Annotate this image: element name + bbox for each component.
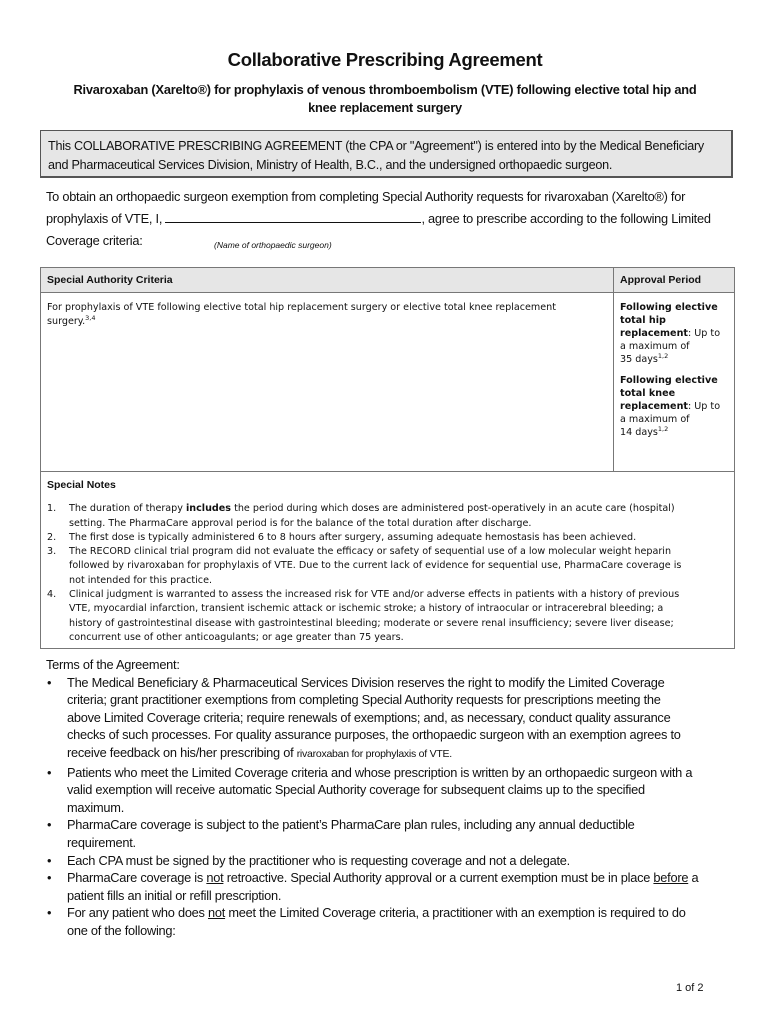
table-header-row [41, 268, 735, 293]
period-bold: total knee [620, 388, 676, 399]
terms-line: above Limited Coverage criteria; require renewals of exemptions; and, as necessary, conduct quality assurance [67, 709, 671, 725]
terms-line: Each CPA must be signed by the practitioner who is requesting coverage and not a delegate. [67, 852, 570, 868]
terms-heading: Terms of the Agreement: [46, 657, 180, 672]
bullet-icon: • [47, 870, 52, 886]
note-item [47, 545, 728, 588]
terms-line: PharmaCare coverage is subject to the patient’s PharmaCare plan rules, including any annual deductible [67, 817, 635, 833]
intro-text: , agree to prescribe according to the following Limited [421, 211, 711, 226]
period-text: 35 days [620, 354, 658, 365]
note-text: The RECORD clinical trial program did not evaluate the efficacy or safety of sequential use of a low molecular weight heparin [69, 546, 672, 558]
note-text: The first dose is typically administered 6 to 8 hours after surgery, assuming adequate hemostasis has been achieved. [69, 531, 637, 543]
note-number: 4. [47, 589, 57, 601]
terms-line [67, 744, 698, 764]
criteria-line [47, 315, 607, 329]
approval-cell [614, 293, 735, 472]
note-text: Clinical judgment is warranted to assess the increased risk for VTE and/or adverse effects in patients with a history of previous [69, 589, 680, 601]
terms-section [46, 656, 698, 940]
period-text: 14 days [620, 427, 658, 438]
intro-box-line: and Pharmaceutical Services Division, Ministry of Health, B.C., and the undersigned orthopaedic surgeon. [48, 158, 613, 172]
agreement-intro-box [40, 130, 733, 178]
subtitle-line: knee replacement surgery [308, 100, 462, 115]
terms-line: valid exemption will receive automatic Special Authority coverage for subsequent claims up to the specified [67, 782, 645, 798]
col-header-criteria: Special Authority Criteria [41, 268, 614, 293]
terms-text: For any patient who does [67, 905, 209, 921]
terms-underlined: not [206, 870, 224, 886]
note-text: followed by rivaroxaban for prophylaxis of VTE. Due to the current lack of evidence for sequential use, PharmaCare coverage is [69, 560, 682, 572]
terms-item [46, 869, 698, 904]
terms-text: receive feedback on his/her prescribing of [67, 744, 297, 760]
special-notes-cell [41, 472, 735, 649]
terms-item [46, 816, 698, 851]
terms-underlined: before [653, 870, 689, 886]
intro-text: prophylaxis of VTE, I, [46, 211, 166, 226]
special-notes-row [41, 472, 735, 649]
terms-underlined: not [208, 905, 226, 921]
terms-line: The Medical Beneficiary & Pharmaceutical Services Division reserves the right to modify the Limited Coverage [67, 674, 665, 690]
note-item [47, 502, 728, 531]
subtitle-line: Rivaroxaban (Xarelto®) for prophylaxis of venous thromboembolism (VTE) following elective total hip and [73, 82, 697, 97]
note-number: 2. [47, 531, 57, 543]
table-row [41, 293, 735, 472]
surgeon-name-field[interactable] [165, 210, 421, 223]
period-bold: replacement [620, 401, 688, 412]
special-notes-list [47, 502, 728, 645]
knee-period [620, 374, 728, 439]
footnote-ref: 1,2 [657, 425, 669, 433]
terms-line [67, 869, 698, 887]
terms-text: PharmaCare coverage is [67, 870, 207, 886]
period-text: a maximum of [620, 414, 690, 425]
special-notes-header: Special Notes [47, 479, 116, 491]
note-item [47, 531, 728, 545]
page-number: 1 of 2 [676, 982, 704, 994]
criteria-table [40, 267, 735, 649]
hip-period [620, 301, 728, 366]
terms-line: criteria; grant practitioner exemptions from completing Special Authority requests for prescriptions meeting the [67, 692, 661, 708]
note-number: 3. [47, 546, 57, 558]
terms-line [67, 904, 698, 922]
surgeon-name-hint: (Name of orthopaedic surgeon) [214, 240, 332, 250]
intro-box-line: This COLLABORATIVE PRESCRIBING AGREEMENT (the CPA or "Agreement") is entered into by the Medical Beneficiary [48, 139, 704, 153]
note-text: concurrent use of other anticoagulants; or age greater than 75 years. [69, 631, 404, 643]
note-text: The duration of therapy [69, 503, 186, 515]
bullet-icon: • [47, 674, 52, 690]
bullet-icon: • [47, 817, 52, 833]
note-bold: includes [186, 503, 232, 515]
note-text: history of gastrointestinal disease with gastrointestinal bleeding; moderate or severe renal insufficiency; severe liver disease; [69, 617, 674, 629]
terms-item [46, 904, 698, 939]
terms-line: patient fills an initial or refill prescription. [67, 887, 282, 903]
period-text: a maximum of [620, 341, 690, 352]
note-text: the period during which doses are administered post-operatively in an acute care (hospital) [231, 503, 675, 515]
criteria-line: For prophylaxis of VTE following elective total hip replacement surgery or elective total knee replacement [47, 302, 556, 313]
terms-text: a [688, 870, 699, 886]
note-text: setting. The PharmaCare approval period is for the balance of the total duration after discharge. [69, 517, 532, 529]
terms-line: requirement. [67, 834, 136, 850]
period-bold: Following elective [620, 302, 718, 313]
terms-item [46, 764, 698, 817]
criteria-cell [41, 293, 614, 472]
note-item [47, 588, 728, 645]
period-text: : Up to [687, 328, 721, 339]
bullet-icon: • [47, 852, 52, 868]
terms-line: Patients who meet the Limited Coverage criteria and whose prescription is written by an orthopaedic surgeon with a [67, 764, 693, 780]
footnote-ref: 1,2 [657, 352, 669, 360]
criteria-text: surgery. [47, 316, 86, 327]
terms-line: maximum. [67, 799, 125, 815]
intro-line: Coverage criteria: [46, 233, 143, 248]
footnote-ref: 3,4 [85, 314, 96, 322]
terms-text: retroactive. Special Authority approval or a current exemption must be in place [223, 870, 654, 886]
document-title: Collaborative Prescribing Agreement [227, 49, 543, 70]
terms-item [46, 674, 698, 764]
note-text: not intended for this practice. [69, 574, 213, 586]
terms-text: rivaroxaban for prophylaxis of VTE. [296, 747, 452, 760]
period-bold: Following elective [620, 375, 718, 386]
intro-line: To obtain an orthopaedic surgeon exemption from completing Special Authority requests for rivaroxaban (Xarelto®) for [46, 189, 686, 204]
period-bold: replacement [620, 328, 688, 339]
intro-paragraph [46, 186, 711, 252]
col-header-approval: Approval Period [614, 268, 735, 293]
bullet-icon: • [47, 764, 52, 780]
note-number: 1. [47, 503, 57, 515]
period-bold: total hip [620, 315, 666, 326]
note-text: VTE, myocardial infarction, transient ischemic attack or ischemic stroke; a history of intraocular or intracerebral bleeding; a [69, 603, 664, 615]
terms-text: meet the Limited Coverage criteria, a practitioner with an exemption is required to do [225, 905, 686, 921]
bullet-icon: • [47, 905, 52, 921]
intro-line [46, 208, 711, 230]
terms-line: checks of such processes. For quality assurance purposes, the orthopaedic surgeon with an exemption agrees to [67, 727, 681, 743]
terms-line: one of the following: [67, 922, 176, 938]
period-text: : Up to [687, 401, 721, 412]
document-subtitle [0, 81, 770, 117]
terms-item [46, 852, 698, 870]
